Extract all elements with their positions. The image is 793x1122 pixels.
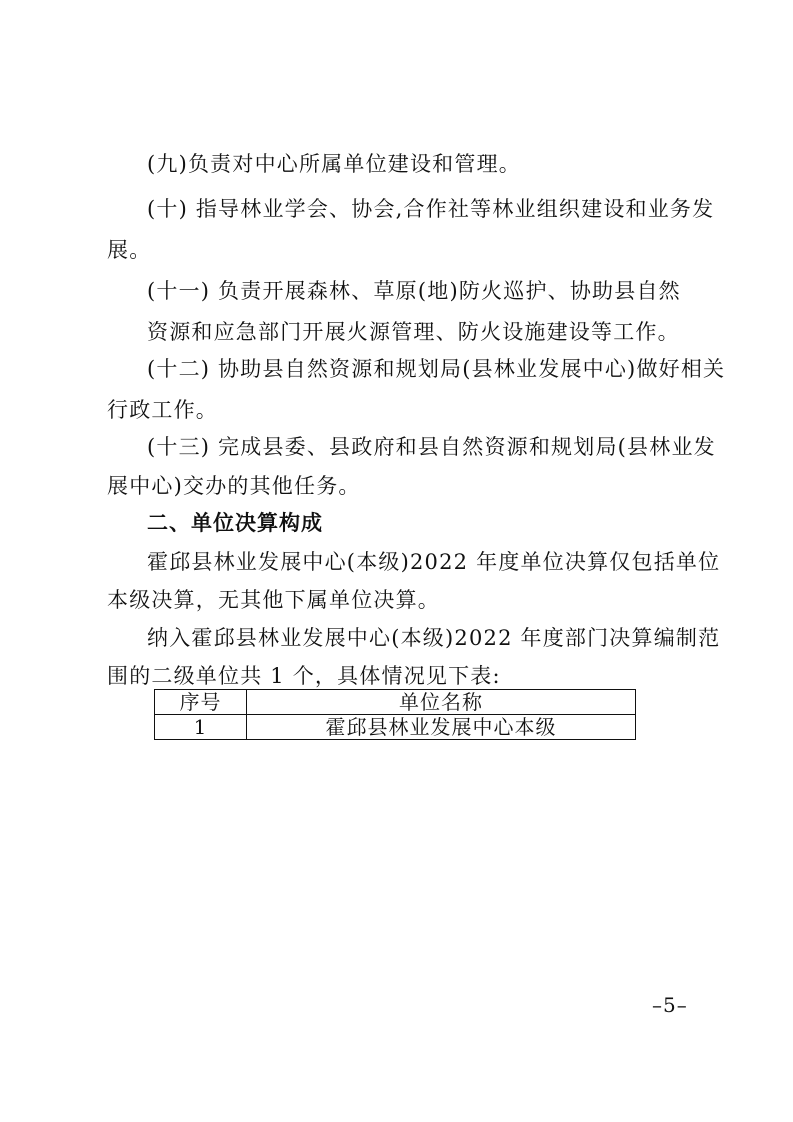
section-paragraph-2-line-2: 围的二级单位共 1 个，具体情况见下表:	[107, 664, 501, 688]
paragraph-item-11-line-1: (十一) 负责开展森林、草原(地)防火巡护、协助县自然	[147, 279, 681, 303]
paragraph-item-11-line-2: 资源和应急部门开展火源管理、防火设施建设等工作。	[147, 320, 680, 344]
paragraph-item-13-line-1: (十三) 完成县委、县政府和县自然资源和规划局(县林业发	[147, 435, 716, 459]
table-cell-number: 1	[155, 715, 247, 740]
paragraph-item-10-line-2: 展。	[107, 238, 152, 262]
table-header-row	[155, 690, 636, 715]
section-heading: 二、单位决算构成	[147, 511, 323, 535]
paragraph-item-12-line-1: (十二) 协助县自然资源和规划局(县林业发展中心)做好相关	[147, 357, 726, 381]
paragraph-item-13-line-2: 展中心)交办的其他任务。	[107, 474, 361, 498]
paragraph-item-12-line-2: 行政工作。	[107, 398, 218, 422]
section-paragraph-1-line-2: 本级决算，无其他下属单位决算。	[107, 588, 440, 612]
section-paragraph-2-line-1: 纳入霍邱县林业发展中心(本级)2022 年度部门决算编制范	[147, 626, 721, 650]
table-header-cell-number: 序号	[155, 690, 247, 715]
page-number: –5–	[652, 993, 688, 1017]
paragraph-item-9: (九)负责对中心所属单位建设和管理。	[147, 152, 521, 176]
paragraph-item-10-line-1: (十) 指导林业学会、协会,合作社等林业组织建设和业务发	[147, 197, 715, 221]
section-paragraph-1-line-1: 霍邱县林业发展中心(本级)2022 年度单位决算仅包括单位	[147, 550, 721, 574]
units-table	[154, 689, 636, 740]
table-row	[155, 715, 636, 740]
table-header-cell-unit-name: 单位名称	[247, 690, 636, 715]
table-cell-unit-name: 霍邱县林业发展中心本级	[247, 715, 636, 740]
